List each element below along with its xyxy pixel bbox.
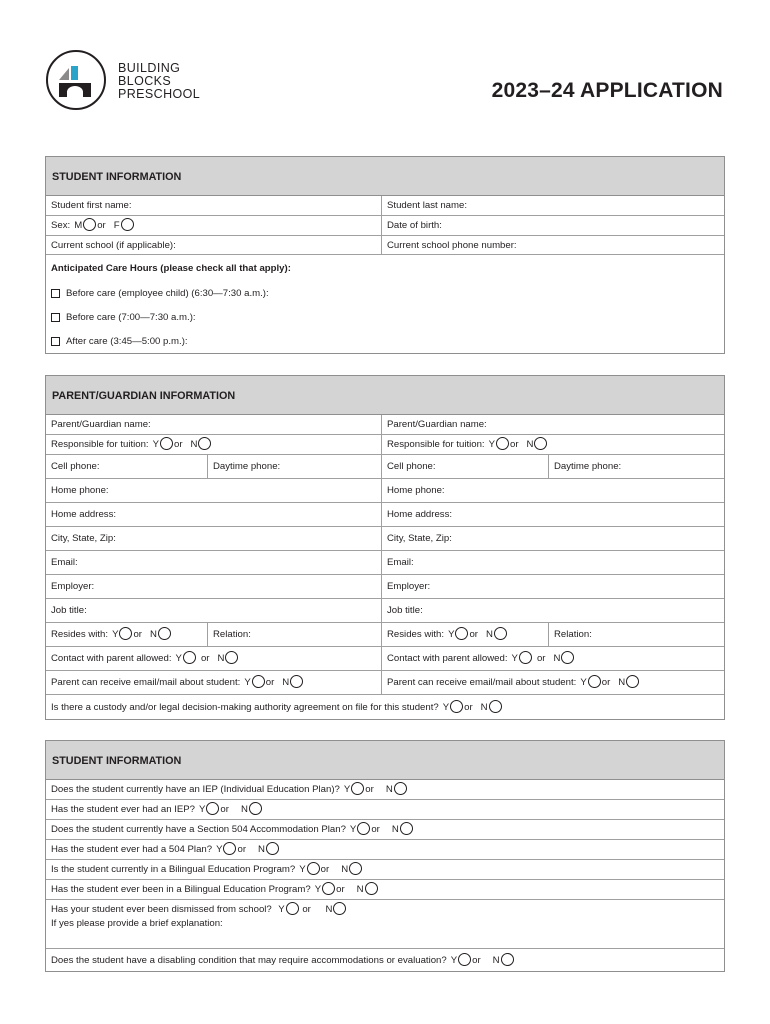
form-row [46, 415, 724, 435]
parent1-daytime-field[interactable]: Daytime phone: [207, 455, 381, 478]
parent2-cell-field[interactable]: Cell phone: [381, 455, 548, 478]
yes-radio[interactable] [307, 862, 320, 875]
no-radio[interactable] [400, 822, 413, 835]
care-option-label: After care (3:45—5:00 p.m.): [66, 335, 188, 347]
parent2-name-field[interactable]: Parent/Guardian name: [381, 415, 724, 434]
parent1-contact-field [46, 647, 381, 670]
no-label: N [190, 439, 198, 450]
sex-label: Sex: [51, 220, 71, 231]
form-row [46, 575, 724, 599]
parent2-city-field[interactable]: City, State, Zip: [381, 527, 724, 550]
logo-wordmark [118, 62, 238, 101]
no-radio[interactable] [534, 437, 547, 450]
or-label: or [200, 653, 210, 664]
parent2-relation-field[interactable]: Relation: [548, 623, 724, 646]
no-radio[interactable] [626, 675, 639, 688]
no-radio[interactable] [501, 953, 514, 966]
yes-label: Y [442, 701, 450, 713]
parent1-email-field[interactable]: Email: [51, 557, 78, 568]
resides-label: Resides with: [51, 629, 109, 640]
care-option [46, 329, 724, 353]
first-name-field[interactable]: Student first name: [51, 200, 132, 211]
no-radio[interactable] [333, 902, 346, 915]
section-heading: STUDENT INFORMATION [46, 741, 724, 780]
yes-label: Y [450, 954, 458, 966]
yes-radio[interactable] [119, 627, 132, 640]
no-label: N [240, 804, 248, 815]
explanation-field[interactable]: If yes please provide a brief explanation: [51, 918, 223, 930]
no-radio[interactable] [249, 802, 262, 815]
no-label: N [385, 784, 393, 795]
no-label: N [282, 677, 290, 688]
question-field [46, 949, 724, 971]
question-label: Has the student ever had a 504 Plan? [51, 844, 213, 855]
or-label: or [237, 844, 247, 855]
question-label: Does the student have a disabling condition that may require accommodations or evaluation? [51, 954, 447, 966]
question-row [46, 800, 724, 820]
sex-f-radio[interactable] [121, 218, 134, 231]
yes-label: Y [343, 784, 351, 795]
form-row [46, 196, 724, 216]
form-row [46, 435, 724, 455]
yes-radio[interactable] [588, 675, 601, 688]
no-radio[interactable] [349, 862, 362, 875]
yes-label: Y [580, 677, 587, 688]
question-field [46, 800, 724, 819]
parent2-contact-field [381, 647, 724, 670]
no-label: N [526, 439, 534, 450]
yes-radio[interactable] [357, 822, 370, 835]
custody-label: Is there a custody and/or legal decision-making authority agreement on file for this student? [51, 701, 439, 713]
building-blocks-icon [57, 64, 95, 98]
resides-label: Resides with: [387, 629, 445, 640]
no-label: N [356, 884, 364, 895]
care-option-label: Before care (employee child) (6:30—7:30 a.m.): [66, 287, 269, 299]
yes-label: Y [299, 864, 306, 875]
or-label: or [265, 677, 275, 688]
parent1-cell-field[interactable]: Cell phone: [51, 461, 100, 472]
yes-radio[interactable] [252, 675, 265, 688]
parent1-name-field[interactable]: Parent/Guardian name: [51, 419, 151, 430]
yes-label: Y [244, 677, 251, 688]
no-radio[interactable] [158, 627, 171, 640]
receive-label: Parent can receive email/mail about student: [387, 677, 577, 688]
no-radio[interactable] [489, 700, 502, 713]
no-label: N [486, 629, 493, 640]
sex-m-label: M [74, 220, 83, 231]
logo-line-3: PRESCHOOL [118, 87, 201, 101]
parent1-home-address-field[interactable]: Home address: [51, 509, 117, 520]
care-option-checkbox[interactable] [51, 289, 60, 298]
yes-label: Y [175, 653, 182, 664]
or-label: or [336, 884, 345, 895]
receive-label: Parent can receive email/mail about student: [51, 677, 241, 688]
or-label: or [302, 904, 311, 916]
yes-label: Y [216, 844, 223, 855]
yes-radio[interactable] [160, 437, 173, 450]
parent1-city-field[interactable]: City, State, Zip: [51, 533, 116, 544]
form-row [46, 455, 724, 479]
yes-radio[interactable] [351, 782, 364, 795]
form-row [46, 671, 724, 695]
no-label: N [618, 677, 626, 688]
parent1-resides-field [46, 623, 207, 646]
question-label: Does the student currently have a Section 504 Accommodation Plan? [51, 824, 346, 835]
dob-field[interactable]: Date of birth: [381, 216, 724, 235]
question-label: Does the student currently have an IEP (Individual Education Plan)? [51, 784, 340, 795]
yes-label: Y [448, 629, 455, 640]
yes-radio[interactable] [450, 700, 463, 713]
or-label: or [536, 653, 546, 664]
yes-radio[interactable] [496, 437, 509, 450]
or-label: or [174, 439, 183, 450]
no-label: N [217, 653, 225, 664]
care-option-row [46, 305, 724, 329]
parent2-resides-field [381, 623, 548, 646]
no-label: N [553, 653, 561, 664]
school-phone-field[interactable]: Current school phone number: [381, 236, 724, 254]
question-field [46, 900, 724, 948]
form-row [46, 216, 724, 236]
parent2-email-field[interactable]: Email: [381, 551, 724, 574]
or-label: or [320, 864, 330, 875]
or-label: or [371, 824, 380, 835]
question-label: Has the student ever been in a Bilingual Education Program? [51, 884, 311, 895]
parent2-job-field[interactable]: Job title: [381, 599, 724, 622]
yes-label: Y [112, 629, 119, 640]
or-label: or [510, 439, 519, 450]
page-title: 2023–24 APPLICATION [491, 79, 723, 102]
parent1-relation-field[interactable]: Relation: [207, 623, 381, 646]
care-option-row [46, 329, 724, 353]
parent2-home-address-field[interactable]: Home address: [381, 503, 724, 526]
no-label: N [480, 701, 488, 713]
no-radio[interactable] [494, 627, 507, 640]
no-label: N [341, 864, 349, 875]
parent2-daytime-field[interactable]: Daytime phone: [548, 455, 724, 478]
sex-m-radio[interactable] [83, 218, 96, 231]
question-field [46, 820, 724, 839]
question-field [46, 880, 724, 899]
question-label: Has the student ever had an IEP? [51, 804, 195, 815]
no-label: N [492, 954, 500, 966]
contact-label: Contact with parent allowed: [387, 653, 508, 664]
no-radio[interactable] [365, 882, 378, 895]
care-option-row [46, 281, 724, 305]
tuition-label: Responsible for tuition: [387, 439, 485, 450]
logo-line-2: BLOCKS [118, 74, 172, 88]
yes-label: Y [488, 439, 495, 450]
form-row [46, 599, 724, 623]
care-option [46, 281, 724, 305]
question-row [46, 840, 724, 860]
parent1-tuition-field [46, 435, 381, 454]
yes-radio[interactable] [183, 651, 196, 664]
question-row [46, 860, 724, 880]
or-label: or [601, 677, 611, 688]
tuition-label: Responsible for tuition: [51, 439, 149, 450]
yes-label: Y [314, 884, 322, 895]
or-label: or [133, 629, 142, 640]
yes-radio[interactable] [519, 651, 532, 664]
care-option-checkbox[interactable] [51, 313, 60, 322]
form-row [46, 551, 724, 575]
question-field [46, 860, 724, 879]
parent2-home-phone-field[interactable]: Home phone: [381, 479, 724, 502]
sex-f-label: F [113, 220, 120, 231]
parent1-job-field[interactable]: Job title: [51, 605, 87, 616]
no-label: N [150, 629, 157, 640]
or-label: or [220, 804, 229, 815]
question-field [46, 840, 724, 859]
sex-field [46, 216, 381, 235]
section-heading: PARENT/GUARDIAN INFORMATION [46, 376, 724, 415]
form-row [46, 479, 724, 503]
student-programs-section [45, 740, 725, 972]
sex-or-label: or [97, 220, 106, 231]
yes-radio[interactable] [223, 842, 236, 855]
yes-radio[interactable] [206, 802, 219, 815]
dismissed-line [51, 903, 347, 917]
question-row [46, 949, 724, 971]
care-option-label: Before care (7:00—7:30 a.m.): [66, 311, 196, 323]
logo-line-1: BUILDING [118, 61, 181, 75]
student-information-section [45, 156, 725, 354]
parent1-receive-field [46, 671, 381, 694]
question-row [46, 880, 724, 900]
no-label: N [325, 904, 333, 916]
question-row [46, 820, 724, 840]
yes-label: Y [511, 653, 518, 664]
care-option [46, 305, 724, 329]
parent2-tuition-field [381, 435, 724, 454]
or-label: or [464, 701, 473, 713]
contact-label: Contact with parent allowed: [51, 653, 172, 664]
form-row [46, 623, 724, 647]
parent1-employer-field[interactable]: Employer: [51, 581, 95, 592]
yes-label: Y [278, 904, 285, 916]
form-row [46, 647, 724, 671]
parent-guardian-section [45, 375, 725, 720]
yes-label: Y [152, 439, 159, 450]
no-label: N [258, 844, 265, 855]
yes-radio[interactable] [458, 953, 471, 966]
parent2-receive-field [381, 671, 724, 694]
yes-radio[interactable] [286, 902, 299, 915]
no-radio[interactable] [225, 651, 238, 664]
last-name-field[interactable]: Student last name: [381, 196, 724, 215]
no-radio[interactable] [561, 651, 574, 664]
question-label: Has your student ever been dismissed from school? [51, 904, 272, 916]
no-label: N [391, 824, 399, 835]
parent2-employer-field[interactable]: Employer: [381, 575, 724, 598]
question-row [46, 780, 724, 800]
yes-radio[interactable] [455, 627, 468, 640]
form-row [46, 503, 724, 527]
or-label: or [472, 954, 481, 966]
current-school-field[interactable]: Current school (if applicable): [51, 239, 176, 251]
question-field [46, 780, 724, 799]
form-row [46, 236, 724, 255]
custody-field [46, 695, 724, 719]
yes-label: Y [199, 804, 206, 815]
yes-radio[interactable] [322, 882, 335, 895]
care-hours-heading: Anticipated Care Hours (please check all that apply): [51, 262, 291, 274]
no-radio[interactable] [394, 782, 407, 795]
form-row [46, 527, 724, 551]
question-label: Is the student currently in a Bilingual Education Program? [51, 864, 296, 875]
or-label: or [365, 784, 374, 795]
care-option-checkbox[interactable] [51, 337, 60, 346]
parent1-home-phone-field[interactable]: Home phone: [51, 485, 109, 496]
no-radio[interactable] [198, 437, 211, 450]
yes-label: Y [349, 824, 357, 835]
section-heading: STUDENT INFORMATION [46, 157, 724, 196]
or-label: or [469, 629, 478, 640]
no-radio[interactable] [266, 842, 279, 855]
question-row [46, 900, 724, 949]
care-heading-row [46, 255, 724, 281]
no-radio[interactable] [290, 675, 303, 688]
form-row [46, 695, 724, 719]
